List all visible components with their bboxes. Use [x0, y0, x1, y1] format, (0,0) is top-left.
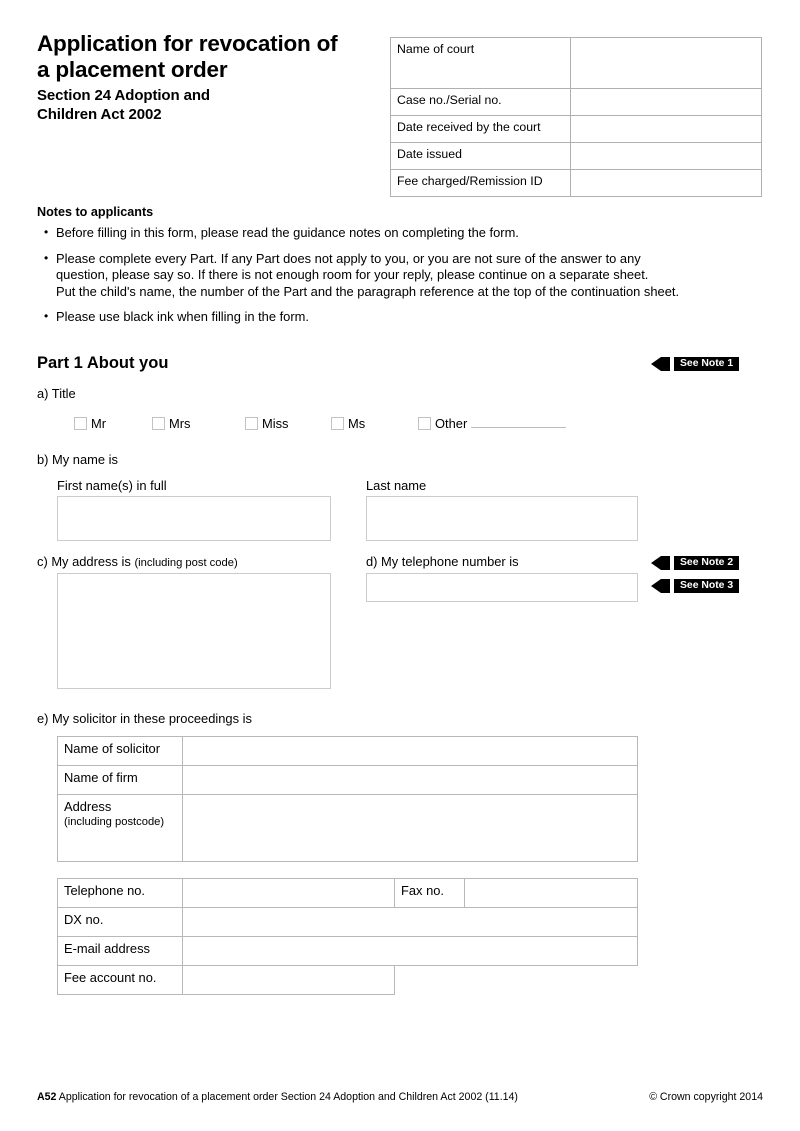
- dx-no-value[interactable]: [183, 908, 638, 937]
- note-text: Please use black ink when filling in the form.: [56, 309, 309, 324]
- fee-account-label: Fee account no.: [58, 966, 183, 995]
- see-note-3-label: See Note 3: [674, 579, 739, 593]
- note-text: Please complete every Part. If any Part does not apply to you, or you are not sure of the answer to any: [56, 250, 641, 266]
- arrow-tail: [661, 579, 670, 593]
- checkbox-icon[interactable]: [418, 417, 431, 430]
- list-item: [44, 309, 756, 326]
- page-footer: [37, 1090, 763, 1104]
- table-row: [58, 937, 638, 966]
- court-name-label: Name of court: [391, 38, 571, 89]
- last-name-input[interactable]: [366, 496, 638, 541]
- solicitor-fax-label: Fax no.: [395, 879, 465, 908]
- checkbox-other[interactable]: [418, 416, 566, 431]
- part-1-heading: Part 1 About you: [37, 354, 169, 372]
- last-name-label: Last name: [366, 478, 427, 493]
- footer-left: [37, 1090, 518, 1104]
- first-name-input[interactable]: [57, 496, 331, 541]
- table-row: [391, 170, 762, 197]
- solicitor-contact-table: [57, 878, 638, 995]
- checkbox-label: Mrs: [169, 416, 191, 431]
- notes-heading: Notes to applicants: [37, 205, 154, 219]
- page-title: [37, 31, 377, 124]
- see-note-1-badge[interactable]: [651, 357, 739, 371]
- note-text: Put the child's name, the number of the Part and the paragraph reference at the top of the continuation sheet.: [56, 283, 680, 299]
- title-line-1: Application for revocation of: [37, 31, 338, 56]
- form-code: A52: [37, 1091, 57, 1103]
- checkbox-icon[interactable]: [245, 417, 258, 430]
- solicitor-address-value[interactable]: [183, 795, 638, 862]
- arrow-left-icon: [651, 556, 661, 570]
- checkbox-label: Mr: [91, 416, 107, 431]
- title-question-label: a) Title: [37, 386, 76, 401]
- checkbox-label: Ms: [348, 416, 366, 431]
- arrow-tail: [661, 357, 670, 371]
- firm-name-label: Name of firm: [58, 766, 183, 795]
- table-row: [58, 966, 638, 995]
- name-question-label: b) My name is: [37, 452, 118, 467]
- table-row: [391, 38, 762, 89]
- bullet-icon: •: [44, 225, 49, 239]
- notes-list: [44, 225, 756, 335]
- email-label: E-mail address: [58, 937, 183, 966]
- arrow-left-icon: [651, 357, 661, 371]
- see-note-3-badge[interactable]: [651, 579, 739, 593]
- date-received-label: Date received by the court: [391, 116, 571, 143]
- table-row: [391, 143, 762, 170]
- email-value[interactable]: [183, 937, 638, 966]
- note-text: Before filling in this form, please read the guidance notes on completing the form.: [56, 225, 519, 240]
- copyright-notice: © Crown copyright 2014: [649, 1091, 763, 1103]
- dx-no-label: DX no.: [58, 908, 183, 937]
- case-no-label: Case no./Serial no.: [391, 89, 571, 116]
- see-note-1-label: See Note 1: [674, 357, 739, 371]
- solicitor-name-label: Name of solicitor: [58, 737, 183, 766]
- table-row: [58, 795, 638, 862]
- date-issued-value[interactable]: [571, 143, 762, 170]
- table-row: [391, 89, 762, 116]
- firm-name-value[interactable]: [183, 766, 638, 795]
- checkbox-label: Other: [435, 416, 468, 431]
- subtitle-line-2: Children Act 2002: [37, 106, 162, 123]
- address-question-label: [37, 554, 238, 571]
- court-name-value[interactable]: [571, 38, 762, 89]
- solicitor-address-label-note: (including postcode): [64, 816, 165, 828]
- checkbox-miss[interactable]: [245, 416, 331, 431]
- table-row: [391, 116, 762, 143]
- case-no-value[interactable]: [571, 89, 762, 116]
- checkbox-ms[interactable]: [331, 416, 418, 431]
- date-received-value[interactable]: [571, 116, 762, 143]
- solicitor-name-value[interactable]: [183, 737, 638, 766]
- table-row: [58, 766, 638, 795]
- arrow-left-icon: [651, 579, 661, 593]
- bullet-icon: •: [44, 309, 49, 323]
- fee-charged-label: Fee charged/Remission ID: [391, 170, 571, 197]
- list-item: [44, 251, 756, 301]
- footer-title: Application for revocation of a placement order Section 24 Adoption and Children Act 2002 (11.14): [58, 1091, 518, 1103]
- address-input[interactable]: [57, 573, 331, 689]
- fee-account-value[interactable]: [183, 966, 395, 995]
- checkbox-label: Miss: [262, 416, 289, 431]
- address-label-note: (including post code): [134, 557, 238, 569]
- fee-charged-value[interactable]: [571, 170, 762, 197]
- date-issued-label: Date issued: [391, 143, 571, 170]
- solicitor-question-label: e) My solicitor in these proceedings is: [37, 711, 252, 726]
- solicitor-fax-value[interactable]: [465, 879, 638, 908]
- solicitor-telephone-label: Telephone no.: [58, 879, 183, 908]
- spacer-cell: [395, 966, 465, 995]
- checkbox-icon[interactable]: [331, 417, 344, 430]
- list-item: [44, 225, 756, 242]
- subtitle-line-1: Section 24 Adoption and: [37, 87, 210, 104]
- see-note-2-badge[interactable]: [651, 556, 739, 570]
- title-checkbox-group: [74, 416, 566, 431]
- checkbox-mr[interactable]: [74, 416, 152, 431]
- table-row: [58, 879, 638, 908]
- telephone-question-label: d) My telephone number is: [366, 554, 519, 569]
- checkbox-icon[interactable]: [74, 417, 87, 430]
- address-label-text: c) My address is: [37, 554, 131, 569]
- solicitor-address-label: [58, 795, 183, 862]
- arrow-tail: [661, 556, 670, 570]
- note-text: question, please say so. If there is not enough room for your reply, please continue on a separate sheet.: [56, 267, 649, 282]
- checkbox-icon[interactable]: [152, 417, 165, 430]
- solicitor-details-table: [57, 736, 638, 862]
- other-title-input[interactable]: [471, 427, 566, 428]
- court-details-table: [390, 37, 762, 197]
- solicitor-telephone-value[interactable]: [183, 879, 395, 908]
- see-note-2-label: See Note 2: [674, 556, 739, 570]
- title-line-2: a placement order: [37, 57, 228, 82]
- solicitor-address-label-text: Address: [64, 799, 112, 814]
- table-row: [58, 737, 638, 766]
- telephone-input[interactable]: [366, 573, 638, 602]
- spacer-cell: [465, 966, 638, 995]
- bullet-icon: •: [44, 250, 49, 265]
- first-name-label: First name(s) in full: [57, 478, 167, 493]
- checkbox-mrs[interactable]: [152, 416, 245, 431]
- table-row: [58, 908, 638, 937]
